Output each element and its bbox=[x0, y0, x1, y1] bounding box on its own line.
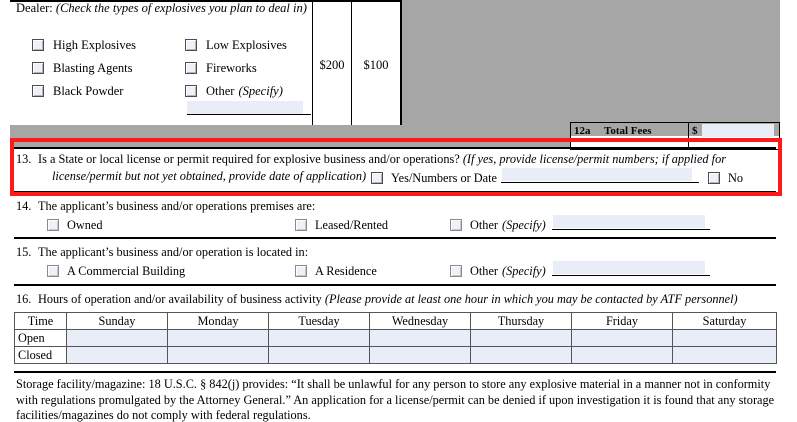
q15-prompt: The applicant’s business and/or operation is located in: bbox=[38, 245, 309, 259]
total-fees-label: Total Fees bbox=[604, 125, 652, 137]
q14-option-other[interactable] bbox=[450, 218, 546, 233]
label-q15-commercial-building: A Commercial Building bbox=[67, 264, 186, 278]
dealer-other-underline bbox=[187, 114, 311, 115]
checkbox-row-dealer-other[interactable] bbox=[185, 84, 283, 99]
total-fees-input[interactable] bbox=[702, 124, 774, 137]
q14-bottom-rule bbox=[14, 237, 776, 239]
label-dealer-other: Other bbox=[206, 84, 235, 98]
hours-col-wednesday: Wednesday bbox=[370, 313, 471, 330]
hours-open-saturday[interactable] bbox=[673, 330, 777, 347]
checkbox-q15-other[interactable] bbox=[450, 265, 462, 277]
hours-open-friday[interactable] bbox=[572, 330, 673, 347]
hours-col-sunday: Sunday bbox=[67, 313, 168, 330]
checkbox-row-high-explosives[interactable] bbox=[32, 38, 136, 53]
fees-row-bottom-rule bbox=[570, 149, 780, 150]
hours-col-saturday: Saturday bbox=[673, 313, 777, 330]
q16-prompt-italic: (Please provide at least one hour in which you may be contacted by ATF personnel) bbox=[324, 292, 738, 306]
checkbox-row-low-explosives[interactable] bbox=[185, 38, 287, 53]
label-q14-leased-rented: Leased/Rented bbox=[315, 218, 389, 232]
hours-closed-monday[interactable] bbox=[168, 347, 269, 364]
shaded-separator-bar-lower bbox=[10, 136, 570, 147]
label-fireworks: Fireworks bbox=[206, 61, 257, 75]
fees-row-top-rule bbox=[570, 122, 780, 123]
hours-table-bottom-rule bbox=[14, 371, 776, 373]
checkbox-black-powder[interactable] bbox=[32, 85, 44, 97]
checkbox-q13-no[interactable] bbox=[708, 172, 720, 184]
q13-line1-italic: (If yes, provide license/permit numbers; if applied for bbox=[462, 152, 727, 166]
dealer-other-input[interactable] bbox=[187, 101, 303, 114]
q13-top-rule bbox=[14, 147, 776, 149]
hours-col-tuesday: Tuesday bbox=[269, 313, 370, 330]
dealer-section-heading bbox=[16, 1, 307, 16]
q13-yes-option[interactable] bbox=[371, 171, 497, 186]
q13-no-option[interactable] bbox=[708, 171, 743, 186]
hours-closed-tuesday[interactable] bbox=[269, 347, 370, 364]
hours-open-monday[interactable] bbox=[168, 330, 269, 347]
q14-other-input[interactable] bbox=[553, 215, 705, 228]
checkbox-q14-leased-rented[interactable] bbox=[295, 219, 307, 231]
label-blasting-agents: Blasting Agents bbox=[53, 61, 133, 75]
q13-line2: license/permit but not yet obtained, provide date of application) bbox=[52, 169, 367, 183]
fee-dealer-200: $200 bbox=[319, 58, 345, 72]
checkbox-row-black-powder[interactable] bbox=[32, 84, 123, 99]
q16-prompt-plain: Hours of operation and/or availability of business activity bbox=[38, 292, 322, 306]
hours-closed-saturday[interactable] bbox=[673, 347, 777, 364]
label-low-explosives: Low Explosives bbox=[206, 38, 287, 52]
q16-prompt bbox=[38, 292, 738, 307]
hours-col-friday: Friday bbox=[572, 313, 673, 330]
table-row bbox=[15, 347, 777, 364]
hours-row-label-closed: Closed bbox=[15, 347, 67, 364]
hours-open-thursday[interactable] bbox=[471, 330, 572, 347]
label-black-powder: Black Powder bbox=[53, 84, 124, 98]
q13-license-number-input[interactable] bbox=[502, 168, 692, 181]
hours-closed-friday[interactable] bbox=[572, 347, 673, 364]
checkbox-dealer-other[interactable] bbox=[185, 85, 197, 97]
label-q14-other-specify: (Specify) bbox=[502, 218, 546, 232]
q13-bottom-rule bbox=[14, 191, 776, 193]
fees-row-left-rule bbox=[570, 122, 571, 150]
checkbox-q14-owned[interactable] bbox=[47, 219, 59, 231]
q14-number: 14. bbox=[16, 199, 32, 213]
hours-col-monday: Monday bbox=[168, 313, 269, 330]
q13-line1 bbox=[38, 152, 726, 167]
hours-closed-wednesday[interactable] bbox=[370, 347, 471, 364]
shaded-separator-bar-upper bbox=[10, 125, 780, 136]
label-q14-owned: Owned bbox=[67, 218, 103, 232]
total-fees-currency: $ bbox=[692, 125, 698, 137]
fees-row-mid-rule bbox=[688, 122, 689, 150]
q13-line1-plain: Is a State or local license or permit required for explosive business and/or operations? bbox=[38, 152, 460, 166]
hours-of-operation-table bbox=[14, 312, 777, 364]
hours-closed-thursday[interactable] bbox=[471, 347, 572, 364]
q14-option-owned[interactable] bbox=[47, 218, 103, 233]
fee-dealer-100: $100 bbox=[363, 58, 389, 72]
hours-col-thursday: Thursday bbox=[471, 313, 572, 330]
checkbox-blasting-agents[interactable] bbox=[32, 62, 44, 74]
q15-other-underline bbox=[552, 275, 710, 276]
checkbox-q13-yes[interactable] bbox=[371, 172, 383, 184]
q13-number: 13. bbox=[16, 152, 32, 166]
q14-prompt: The applicant’s business and/or operations premises are: bbox=[38, 199, 316, 213]
label-q15-other-specify: (Specify) bbox=[502, 264, 546, 278]
checkbox-low-explosives[interactable] bbox=[185, 39, 197, 51]
q15-option-commercial-building[interactable] bbox=[47, 264, 185, 279]
storage-facility-notice: Storage facility/magazine: 18 U.S.C. § 842(j) provides: “It shall be unlawful for any person to store any explosive material in a manner not in conformity with regulations promulgated by the Attorney General.” An application for a license/permit can be denied if upon investigation it is found that any storage facilities/magazines do not comply with federal regulations. bbox=[16, 377, 775, 422]
hours-open-tuesday[interactable] bbox=[269, 330, 370, 347]
dealer-heading-plain: Dealer: bbox=[16, 1, 53, 15]
hours-open-wednesday[interactable] bbox=[370, 330, 471, 347]
checkbox-q14-other[interactable] bbox=[450, 219, 462, 231]
label-q15-residence: A Residence bbox=[315, 264, 377, 278]
q14-option-leased-rented[interactable] bbox=[295, 218, 388, 233]
hours-closed-sunday[interactable] bbox=[67, 347, 168, 364]
table-row bbox=[15, 330, 777, 347]
checkbox-fireworks[interactable] bbox=[185, 62, 197, 74]
hours-table-header-row bbox=[15, 313, 777, 330]
label-dealer-other-specify: (Specify) bbox=[238, 84, 283, 98]
hours-col-time: Time bbox=[15, 313, 67, 330]
checkbox-q15-residence[interactable] bbox=[295, 265, 307, 277]
checkbox-high-explosives[interactable] bbox=[32, 39, 44, 51]
q16-number: 16. bbox=[16, 292, 32, 306]
hours-row-label-open: Open bbox=[15, 330, 67, 347]
checkbox-row-blasting-agents[interactable] bbox=[32, 61, 133, 76]
q15-bottom-rule bbox=[14, 284, 776, 286]
fees-row-right-rule bbox=[779, 122, 780, 150]
checkbox-row-fireworks[interactable] bbox=[185, 61, 257, 76]
label-q13-no: No bbox=[728, 171, 744, 185]
hours-open-sunday[interactable] bbox=[67, 330, 168, 347]
label-high-explosives: High Explosives bbox=[53, 38, 136, 52]
q15-option-residence[interactable] bbox=[295, 264, 377, 279]
q15-other-input[interactable] bbox=[553, 261, 705, 274]
checkbox-q15-commercial-building[interactable] bbox=[47, 265, 59, 277]
shaded-block-top-right bbox=[402, 0, 780, 125]
label-q15-other: Other bbox=[470, 264, 498, 278]
q15-option-other[interactable] bbox=[450, 264, 546, 279]
label-q14-other: Other bbox=[470, 218, 498, 232]
q13-license-number-underline bbox=[501, 182, 699, 183]
q15-number: 15. bbox=[16, 245, 32, 259]
dealer-heading-italic: (Check the types of explosives you plan to deal in) bbox=[55, 1, 307, 15]
total-fees-number: 12a bbox=[574, 125, 591, 137]
label-q13-yes: Yes/Numbers or Date bbox=[391, 171, 497, 185]
q14-other-underline bbox=[552, 229, 710, 230]
